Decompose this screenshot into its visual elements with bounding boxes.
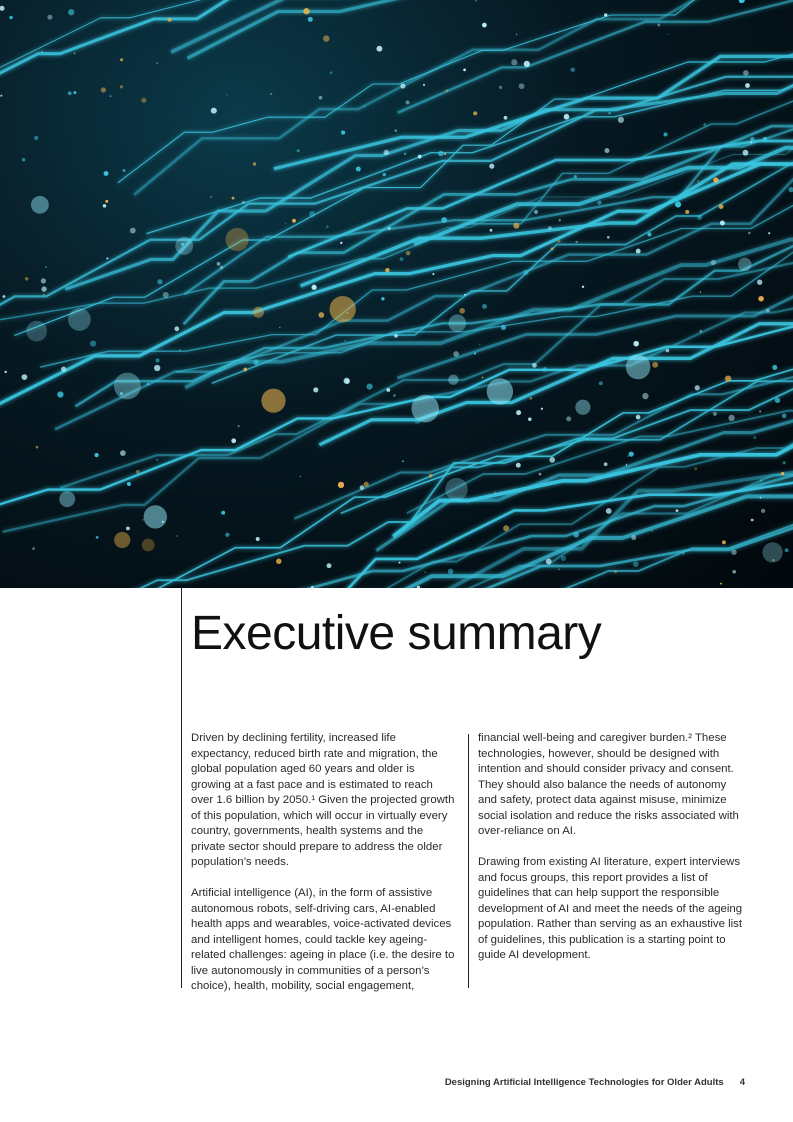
circuit-light (402, 460, 404, 462)
circuit-light (667, 34, 668, 35)
circuit-light (388, 227, 391, 230)
circuit-light (697, 180, 699, 182)
circuit-light (338, 482, 344, 488)
circuit-light (41, 51, 43, 53)
circuit-light (513, 223, 519, 229)
circuit-light (788, 187, 793, 192)
circuit-light (104, 171, 109, 176)
circuit-light (666, 349, 670, 353)
circuit-light (381, 297, 384, 300)
circuit-light (699, 330, 702, 333)
circuit-light (642, 393, 648, 399)
circuit-light (242, 201, 245, 204)
circuit-light (675, 201, 681, 207)
circuit-light (226, 94, 227, 95)
circuit-light (569, 231, 572, 234)
circuit-light (494, 492, 496, 494)
circuit-light (489, 229, 492, 232)
circuit-light (168, 18, 172, 22)
paragraph: financial well-being and caregiver burden.² These technologies, however, should be designed with intention and should consider privacy and consent. They should also balance the needs of autonomy and safety, protect data against misuse, minimize social isolation and reduce the risks associated with over-reliance on AI. (478, 732, 739, 837)
circuit-light (549, 457, 555, 463)
circuit-light (743, 70, 749, 76)
circuit-light (425, 571, 427, 573)
circuit-light (475, 0, 477, 2)
circuit-light (728, 415, 734, 421)
circuit-light (386, 388, 390, 392)
bokeh-light (448, 375, 458, 385)
circuit-light (120, 85, 123, 88)
footer-publication-title: Designing Artificial Intelligence Technologies for Older Adults (444, 1077, 724, 1088)
circuit-light (757, 280, 762, 285)
circuit-light (697, 215, 702, 220)
circuit-light (633, 561, 639, 567)
page-title: Executive summary (191, 607, 602, 660)
bokeh-light (487, 378, 513, 404)
circuit-light (438, 151, 444, 157)
left-vertical-rule (181, 588, 182, 988)
page-number: 4 (739, 1077, 745, 1088)
circuit-trace (65, 63, 793, 289)
circuit-light (225, 533, 229, 537)
circuit-light (106, 257, 108, 259)
circuit-light (400, 84, 405, 89)
circuit-light (163, 292, 169, 298)
circuit-light (459, 308, 465, 314)
circuit-light (243, 368, 247, 372)
circuit-light (722, 540, 726, 544)
circuit-light (529, 397, 532, 400)
circuit-light (700, 291, 701, 292)
bokeh-light (626, 355, 651, 380)
circuit-light (156, 62, 158, 64)
circuit-light (444, 153, 446, 155)
circuit-light (759, 410, 761, 412)
circuit-light (636, 415, 641, 420)
circuit-light (750, 137, 754, 141)
circuit-light (608, 112, 611, 115)
circuit-light (270, 93, 272, 95)
circuit-light (41, 286, 46, 291)
circuit-light (126, 526, 130, 530)
circuit-light (614, 570, 617, 573)
bokeh-light (144, 505, 167, 528)
circuit-light (745, 83, 750, 88)
bokeh-light (261, 389, 285, 413)
circuit-light (528, 418, 531, 421)
circuit-light (720, 221, 725, 226)
circuit-light (542, 367, 547, 372)
circuit-light (211, 108, 217, 114)
circuit-light (295, 340, 296, 341)
circuit-light (464, 575, 466, 577)
bokeh-light (114, 532, 130, 548)
circuit-light (308, 17, 313, 22)
circuit-light (126, 355, 127, 356)
circuit-light (482, 304, 487, 309)
circuit-light (647, 232, 651, 236)
circuit-trace (0, 320, 793, 516)
circuit-light (68, 9, 74, 15)
circuit-light (74, 53, 76, 55)
circuit-light (303, 8, 309, 14)
circuit-light (0, 6, 5, 11)
circuit-light (605, 148, 610, 153)
circuit-light (573, 532, 579, 538)
circuit-trace (288, 7, 793, 257)
circuit-light (253, 162, 256, 165)
circuit-light (157, 279, 162, 284)
circuit-trace (414, 8, 793, 244)
circuit-light (725, 376, 731, 382)
circuit-light (22, 158, 26, 162)
circuit-light (750, 141, 752, 143)
circuit-light (713, 177, 718, 182)
circuit-light (423, 84, 425, 86)
circuit-light (574, 175, 577, 178)
circuit-light (47, 15, 52, 20)
circuit-light (394, 129, 397, 132)
circuit-light (651, 530, 653, 532)
circuit-light (356, 166, 361, 171)
circuit-light (404, 152, 407, 155)
circuit-light (41, 278, 46, 283)
circuit-light (703, 123, 706, 126)
circuit-light (406, 251, 411, 256)
circuit-light (748, 232, 750, 234)
circuit-light (385, 268, 389, 272)
circuit-light (237, 425, 239, 427)
circuit-light (695, 385, 700, 390)
circuit-light (279, 327, 281, 329)
circuit-light (676, 509, 679, 512)
circuit-light (232, 197, 235, 200)
circuit-trace (384, 4, 793, 253)
circuit-light (210, 196, 212, 198)
circuit-light (43, 294, 45, 296)
circuit-light (546, 558, 552, 564)
circuit-light (519, 83, 525, 89)
circuit-light (604, 462, 608, 466)
circuit-light (713, 412, 717, 416)
circuit-light (400, 257, 404, 261)
bokeh-light (253, 307, 264, 318)
circuit-light (745, 164, 747, 166)
circuit-light (344, 340, 346, 342)
circuit-light (474, 352, 476, 354)
circuit-light (147, 383, 149, 385)
circuit-trace (100, 365, 793, 588)
circuit-light (68, 91, 72, 95)
circuit-light (417, 586, 420, 588)
circuit-light (761, 509, 765, 513)
paragraph: Drawing from existing AI literature, expert interviews and focus groups, this report provides a list of guidelines that can help support the responsible development of AI and meet the needs of the ageing population. Rather than serving as an exhaustive list of guidelines, this publication is a starting point to guide AI development. (478, 856, 743, 961)
circuit-light (394, 334, 398, 338)
circuit-light (566, 416, 571, 421)
circuit-light (516, 410, 521, 415)
circuit-light (141, 98, 146, 103)
circuit-light (221, 511, 225, 515)
page-footer (445, 1077, 745, 1088)
circuit-trace (195, 388, 793, 588)
circuit-light (220, 266, 223, 269)
circuit-light (256, 537, 260, 541)
circuit-light (73, 91, 76, 94)
bokeh-light (449, 314, 467, 332)
circuit-light (719, 204, 724, 209)
circuit-light (429, 474, 433, 478)
circuit-light (376, 46, 382, 52)
circuit-light (463, 69, 466, 72)
circuit-light (446, 90, 448, 92)
circuit-light (346, 379, 350, 383)
circuit-light (360, 485, 365, 490)
bokeh-light (445, 478, 468, 501)
circuit-light (34, 136, 38, 140)
circuit-light (340, 242, 342, 244)
circuit-light (120, 450, 126, 456)
circuit-light (652, 362, 658, 368)
circuit-light (751, 519, 754, 522)
circuit-light (142, 519, 144, 521)
circuit-light (309, 211, 315, 217)
circuit-light (534, 210, 538, 214)
circuit-light (326, 225, 329, 228)
circuit-light (732, 570, 736, 574)
circuit-light (768, 232, 770, 234)
circuit-light (3, 295, 6, 298)
circuit-light (557, 239, 560, 242)
circuit-light (5, 371, 7, 373)
circuit-light (479, 344, 480, 345)
circuit-light (406, 100, 410, 104)
circuit-light (772, 365, 777, 370)
circuit-light (504, 116, 508, 120)
circuit-light (633, 341, 639, 347)
circuit-light (90, 341, 96, 347)
circuit-light (523, 270, 528, 275)
circuit-light (548, 226, 552, 230)
circuit-light (36, 446, 39, 449)
circuit-light (418, 155, 422, 159)
circuit-light (516, 34, 517, 35)
circuit-light (766, 309, 770, 313)
circuit-light (105, 200, 108, 203)
circuit-light (441, 217, 447, 223)
column-divider-rule (468, 734, 469, 988)
circuit-light (597, 200, 602, 205)
circuit-light (551, 247, 554, 250)
circuit-light (0, 95, 2, 97)
circuit-light (473, 111, 477, 115)
circuit-light (367, 384, 373, 390)
circuit-light (383, 173, 387, 177)
circuit-light (711, 260, 716, 265)
circuit-light (330, 71, 333, 74)
circuit-light (685, 210, 689, 214)
circuit-light (781, 472, 784, 475)
circuit-light (393, 394, 396, 397)
body-column-left (191, 731, 456, 1010)
circuit-light (341, 131, 345, 135)
circuit-light (448, 569, 454, 575)
circuit-light (384, 150, 389, 155)
circuit-light (103, 204, 106, 207)
circuit-trace (274, 0, 793, 169)
circuit-light (516, 463, 521, 468)
circuit-light (760, 497, 762, 499)
bokeh-light (226, 228, 249, 251)
bokeh-light (68, 308, 91, 331)
bokeh-light (762, 542, 782, 562)
circuit-light (539, 473, 542, 476)
circuit-light (276, 559, 281, 564)
circuit-light (156, 459, 158, 461)
circuit-light (631, 535, 636, 540)
circuit-light (501, 325, 506, 330)
circuit-light (130, 228, 136, 234)
circuit-light (758, 296, 764, 302)
circuit-light (663, 132, 667, 136)
circuit-light (120, 58, 123, 61)
circuit-light (464, 294, 466, 296)
circuit-light (61, 366, 66, 371)
circuit-light (604, 13, 607, 16)
paragraph: Artificial intelligence (AI), in the form of assistive autonomous robots, self-driving cars, AI-enabled health apps and wearables, voice-activated devices and intelligent homes, could tackle key ageing-related challenges: ageing in place (i.e. the desire to live autonomously in communities of a person’s choice), health, mobility, social engagement, (191, 887, 455, 992)
circuit-light (657, 24, 660, 27)
circuit-light (22, 374, 28, 380)
circuit-light (482, 23, 487, 28)
circuit-light (174, 326, 179, 331)
circuit-light (155, 358, 159, 362)
circuit-light (503, 525, 509, 531)
circuit-trace (184, 56, 793, 294)
circuit-light (607, 236, 610, 239)
circuit-light (57, 391, 63, 397)
bokeh-light (142, 539, 155, 552)
circuit-light (524, 61, 530, 67)
circuit-light (327, 563, 332, 568)
circuit-light (582, 286, 584, 288)
circuit-light (482, 377, 484, 379)
circuit-light (682, 552, 684, 554)
bokeh-light (738, 258, 752, 272)
circuit-light (231, 438, 236, 443)
circuit-light (101, 87, 106, 92)
circuit-trace (14, 28, 793, 336)
circuit-light (474, 290, 476, 292)
circuit-light (323, 35, 329, 41)
circuit-light (760, 479, 762, 481)
bokeh-light (26, 321, 47, 342)
paragraph: Driven by declining fertility, increased life expectancy, reduced birth rate and migration, the global population aged 60 years and older is growing at a fast pace and is estimated to reach over 1.6 billion by 2050.¹ Given the projected growth of this population, which will occur in virtually every country, governments, health systems and the private sector should prepare to address the older population’s needs. (191, 732, 455, 868)
circuit-light (783, 461, 786, 464)
bokeh-light (31, 196, 49, 214)
circuit-light (253, 360, 259, 366)
bokeh-light (330, 296, 356, 322)
circuit-light (123, 169, 126, 172)
circuit-light (217, 262, 221, 266)
circuit-light (363, 105, 365, 107)
circuit-light (154, 365, 160, 371)
circuit-light (95, 453, 99, 457)
circuit-light (571, 67, 575, 71)
circuit-light (399, 562, 401, 564)
circuit-light (763, 137, 767, 141)
circuit-light (432, 273, 434, 275)
circuit-light (694, 468, 697, 471)
body-column-right (478, 731, 743, 979)
circuit-light (743, 150, 749, 156)
circuit-light (9, 16, 12, 19)
circuit-light (775, 398, 780, 403)
circuit-light (319, 96, 322, 99)
circuit-light (782, 414, 787, 419)
bokeh-light (175, 237, 193, 255)
circuit-light (720, 583, 722, 585)
circuit-light (753, 436, 756, 439)
circuit-light (285, 223, 287, 225)
circuit-light (532, 363, 537, 368)
bokeh-light (114, 373, 141, 400)
circuit-light (499, 86, 502, 89)
circuit-light (176, 535, 177, 536)
circuit-light (136, 470, 140, 474)
circuit-light (127, 482, 131, 486)
circuit-light (599, 381, 603, 385)
circuit-light (313, 387, 318, 392)
circuit-trace (171, 0, 793, 52)
circuit-light (96, 536, 99, 539)
circuit-light (179, 349, 181, 351)
circuit-light (364, 482, 369, 487)
circuit-light (627, 455, 629, 457)
circuit-light (558, 568, 560, 570)
bokeh-light (59, 491, 75, 507)
circuit-light (561, 556, 566, 561)
circuit-light (575, 241, 577, 243)
circuit-light (311, 285, 316, 290)
circuit-light (45, 266, 47, 268)
circuit-light (618, 117, 624, 123)
circuit-light (564, 114, 570, 120)
circuit-light (629, 452, 634, 457)
circuit-light (297, 149, 300, 152)
bokeh-light (411, 395, 439, 423)
circuit-light (32, 547, 35, 550)
circuit-trace (3, 295, 793, 532)
circuit-light (511, 59, 517, 65)
circuit-light (110, 95, 112, 97)
circuit-light (292, 219, 296, 223)
circuit-light (731, 549, 736, 554)
circuit-trace (146, 0, 793, 234)
circuit-light (489, 164, 494, 169)
circuit-light (318, 312, 324, 318)
circuit-light (636, 249, 641, 254)
circuit-light (558, 219, 561, 222)
circuit-light (626, 464, 627, 465)
circuit-light (606, 508, 612, 514)
circuit-light (300, 476, 302, 478)
circuit-light (785, 548, 789, 552)
bokeh-light (575, 400, 590, 415)
circuit-trace (397, 90, 793, 378)
circuit-light (453, 351, 459, 357)
circuit-trace (40, 157, 793, 367)
circuit-light (541, 408, 543, 410)
circuit-light (25, 277, 29, 281)
